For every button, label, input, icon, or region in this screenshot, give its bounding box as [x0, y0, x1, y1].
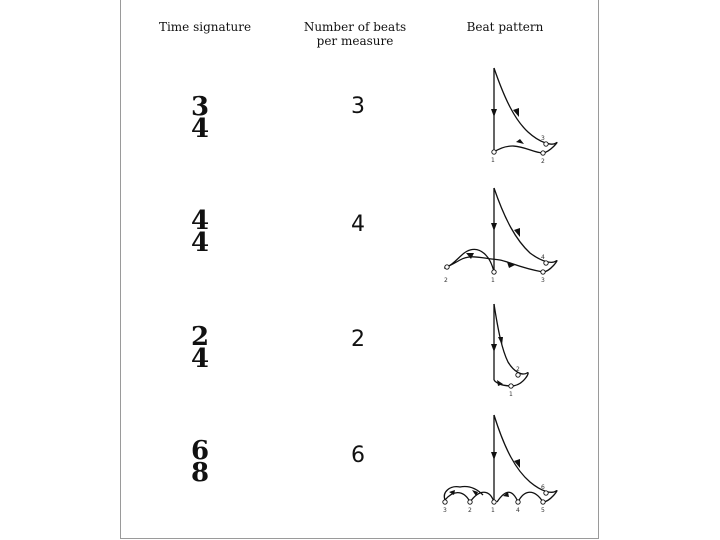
- header-beats-line2: per measure: [316, 34, 394, 48]
- beat-label: 3: [541, 135, 545, 142]
- beat-pattern-6: [443, 415, 557, 514]
- beat-label: 3: [443, 507, 447, 514]
- beat-pattern-4: [444, 188, 557, 284]
- ts-numerator: 2: [190, 322, 210, 352]
- beat-point: [509, 384, 513, 388]
- beat-pattern-2: [491, 304, 528, 398]
- beat-label: 2: [516, 366, 520, 373]
- ts-numerator: 3: [190, 92, 210, 122]
- header-beat-pattern: Beat pattern: [466, 20, 544, 34]
- conducting-curve: [494, 304, 528, 386]
- header-time-signature: Time signature: [158, 20, 252, 34]
- conducting-curve: [494, 415, 557, 502]
- beat-point: [541, 151, 545, 155]
- ts-numerator: 6: [190, 436, 210, 466]
- beat-label: 1: [509, 391, 513, 398]
- arrow: [516, 139, 524, 144]
- arrow: [514, 228, 520, 237]
- arrow: [491, 452, 497, 460]
- beat-point: [544, 142, 548, 146]
- arrow: [491, 109, 497, 117]
- beat-pattern-3: [491, 68, 557, 165]
- beat-point: [492, 150, 496, 154]
- beat-label: 2: [444, 277, 448, 284]
- arrow: [491, 223, 497, 231]
- ts-numerator: 4: [190, 206, 210, 236]
- beat-label: 2: [468, 507, 472, 514]
- beat-point: [541, 270, 545, 274]
- beat-label: 1: [491, 157, 495, 164]
- beat-label: 4: [541, 254, 545, 261]
- beats-per-measure: 2: [351, 327, 365, 352]
- arrow: [491, 344, 497, 352]
- beat-point: [541, 500, 545, 504]
- beat-point: [492, 270, 496, 274]
- beat-label: 5: [541, 507, 545, 514]
- ts-denominator: 4: [190, 228, 210, 258]
- beat-point: [544, 491, 548, 495]
- header-beats-line1: Number of beats: [303, 20, 407, 34]
- arrow: [466, 253, 474, 259]
- beat-label: 1: [491, 507, 495, 514]
- beat-point: [544, 261, 548, 265]
- beat-point: [443, 500, 447, 504]
- ts-denominator: 8: [190, 458, 210, 488]
- beats-per-measure: 3: [351, 94, 365, 119]
- beats-per-measure: 6: [351, 443, 365, 468]
- ts-denominator: 4: [190, 114, 210, 144]
- beat-point: [445, 265, 449, 269]
- beat-label: 2: [541, 158, 545, 165]
- beat-label: 3: [541, 277, 545, 284]
- beat-label: 1: [491, 277, 495, 284]
- ts-denominator: 4: [190, 344, 210, 374]
- beat-point: [516, 500, 520, 504]
- beat-point: [516, 373, 520, 377]
- beat-label: 4: [516, 507, 520, 514]
- beats-per-measure: 4: [351, 212, 365, 237]
- beat-point: [492, 500, 496, 504]
- beat-label: 6: [541, 484, 545, 491]
- beat-point: [468, 500, 472, 504]
- conducting-curve: [494, 68, 557, 153]
